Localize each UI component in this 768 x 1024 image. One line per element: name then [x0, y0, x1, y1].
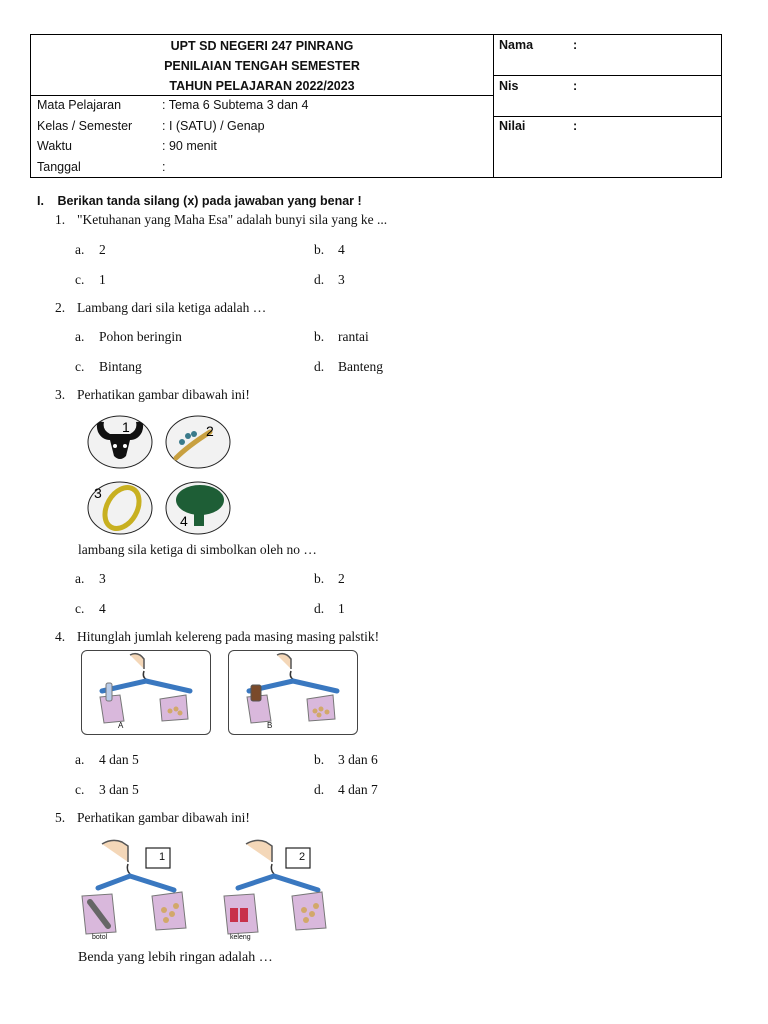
- nilai-label: Nilai: [499, 119, 526, 133]
- option-b[interactable]: b. rantai: [314, 329, 369, 344]
- nilai-colon: :: [573, 119, 578, 133]
- field-value: :: [162, 160, 166, 174]
- panel-label: B: [267, 721, 273, 730]
- option-a[interactable]: a. 3: [75, 571, 106, 586]
- question-text: Hitunglah jumlah kelereng pada masing masing palstik!: [77, 629, 380, 644]
- question-number: 1.: [55, 212, 66, 227]
- nis-colon: :: [573, 79, 578, 93]
- panel-number: 1: [158, 851, 166, 863]
- field-label: Mata Pelajaran: [37, 98, 122, 112]
- field-label: Tanggal: [37, 160, 81, 174]
- question-3-subtext: lambang sila ketiga di simbolkan oleh no …: [78, 542, 317, 557]
- option-d[interactable]: d. 1: [314, 601, 345, 616]
- bull-head-icon: [88, 416, 152, 468]
- nis-label: Nis: [499, 79, 519, 93]
- section-instruction: Berikan tanda silang (x) pada jawaban yang benar !: [57, 194, 362, 208]
- hanger-bags-icon: [82, 651, 210, 734]
- question-1: [55, 212, 387, 228]
- option-c[interactable]: c. Bintang: [75, 359, 142, 374]
- question-5: [55, 810, 250, 826]
- banyan-tree-icon: [166, 482, 230, 534]
- school-year: TAHUN PELAJARAN 2022/2023: [169, 79, 355, 93]
- option-a[interactable]: a. Pohon beringin: [75, 329, 182, 344]
- option-a[interactable]: a. 4 dan 5: [75, 752, 139, 767]
- section-heading: [37, 194, 362, 208]
- hanger-panel-b: [228, 650, 358, 735]
- header-divider: [493, 116, 721, 117]
- header-divider: [493, 35, 494, 177]
- field-label: Waktu: [37, 139, 72, 153]
- option-b[interactable]: b. 3 dan 6: [314, 752, 378, 767]
- school-name: UPT SD NEGERI 247 PINRANG: [170, 39, 354, 53]
- option-d[interactable]: d. Banteng: [314, 359, 383, 374]
- question-number: 5.: [55, 810, 66, 825]
- question-number: 2.: [55, 300, 66, 315]
- hanger-bags-icon: [229, 651, 357, 734]
- option-c[interactable]: c. 4: [75, 601, 106, 616]
- question-number: 3.: [55, 387, 66, 402]
- option-c[interactable]: c. 3 dan 5: [75, 782, 139, 797]
- nama-colon: :: [573, 38, 578, 52]
- field-value: : Tema 6 Subtema 3 dan 4: [162, 98, 309, 112]
- caption-keleng: keleng: [230, 934, 251, 941]
- option-b[interactable]: b. 2: [314, 571, 345, 586]
- panel-number: 2: [298, 851, 306, 863]
- hanger-bags-icon: [78, 828, 348, 948]
- symbol-number: 2: [206, 423, 214, 439]
- field-value: : 90 menit: [162, 139, 217, 153]
- nama-label: Nama: [499, 38, 534, 52]
- pancasila-symbols-image: [84, 412, 244, 540]
- question-3: [55, 387, 250, 403]
- option-d[interactable]: d. 3: [314, 272, 345, 287]
- hanger-panel-a: [81, 650, 211, 735]
- symbol-number: 4: [180, 513, 188, 529]
- question-4: [55, 629, 379, 645]
- header-table: [30, 34, 722, 178]
- question-text: "Ketuhanan yang Maha Esa" adalah bunyi sila yang ke ...: [77, 212, 388, 227]
- question-text: Perhatikan gambar dibawah ini!: [77, 810, 250, 825]
- header-divider: [31, 95, 493, 96]
- question-number: 4.: [55, 629, 66, 644]
- question-2: [55, 300, 266, 316]
- field-value: : I (SATU) / Genap: [162, 119, 265, 133]
- question-5-subtext: Benda yang lebih ringan adalah …: [78, 950, 273, 965]
- question-text: Perhatikan gambar dibawah ini!: [77, 387, 250, 402]
- section-number: I.: [37, 194, 44, 208]
- symbol-number: 3: [94, 485, 102, 501]
- caption-botol: botol: [92, 934, 108, 941]
- rice-cotton-icon: [166, 416, 230, 468]
- hanger-comparison-image: [78, 828, 348, 948]
- option-d[interactable]: d. 4 dan 7: [314, 782, 378, 797]
- header-divider: [493, 75, 721, 76]
- option-c[interactable]: c. 1: [75, 272, 106, 287]
- panel-label: A: [118, 721, 124, 730]
- symbol-number: 1: [122, 419, 130, 435]
- option-a[interactable]: a. 2: [75, 242, 106, 257]
- option-b[interactable]: b. 4: [314, 242, 345, 257]
- field-label: Kelas / Semester: [37, 119, 133, 133]
- question-text: Lambang dari sila ketiga adalah …: [77, 300, 267, 315]
- exam-title: PENILAIAN TENGAH SEMESTER: [164, 59, 360, 73]
